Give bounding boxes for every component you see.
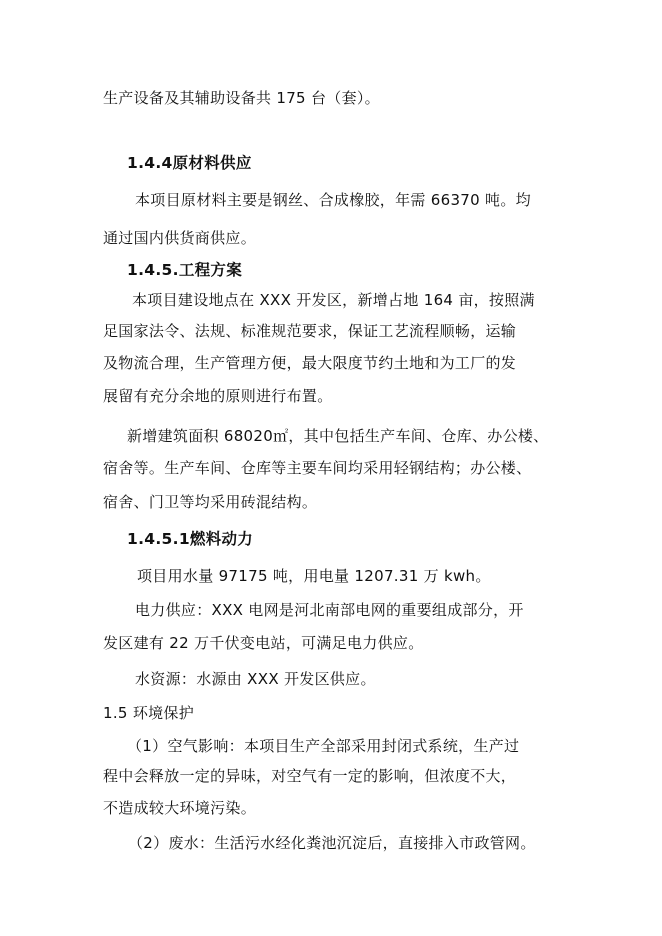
paragraph-line: 发区建有 22 万千伏变电站，可满足电力供应。 — [103, 634, 424, 652]
paragraph-line: 电力供应：XXX 电网是河北南部电网的重要组成部分，开 — [135, 601, 524, 619]
paragraph-line: 本项目原材料主要是钢丝、合成橡胶，年需 66370 吨。均 — [135, 191, 531, 209]
section-heading-1-5: 1.5 环境保护 — [103, 704, 195, 722]
paragraph-line: （1）空气影响：本项目生产全部采用封闭式系统，生产过 — [127, 737, 520, 755]
paragraph-line: 本项目建设地点在 XXX 开发区，新增占地 164 亩，按照满 — [132, 291, 535, 309]
paragraph-line: 足国家法令、法规、标准规范要求，保证工艺流程顺畅，运输 — [103, 322, 517, 340]
section-heading-1-4-5: 1.4.5.工程方案 — [127, 261, 243, 279]
paragraph-line: 项目用水量 97175 吨，用电量 1207.31 万 kwh。 — [137, 567, 491, 585]
paragraph-line: 宿舍等。生产车间、仓库等主要车间均采用轻钢结构；办公楼、 — [103, 459, 532, 477]
paragraph-line: 水资源：水源由 XXX 开发区供应。 — [135, 670, 376, 688]
paragraph-line: 新增建筑面积 68020㎡，其中包括生产车间、仓库、办公楼、 — [127, 427, 549, 445]
section-heading-1-4-4: 1.4.4原材料供应 — [127, 154, 252, 172]
paragraph-line: 宿舍、门卫等均采用砖混结构。 — [103, 493, 318, 511]
paragraph-line: 及物流合理，生产管理方便，最大限度节约土地和为工厂的发 — [103, 354, 517, 372]
paragraph-line: （2）废水：生活污水经化粪池沉淀后，直接排入市政管网。 — [128, 834, 536, 852]
paragraph-line: 展留有充分余地的原则进行布置。 — [103, 387, 333, 405]
paragraph-line: 程中会释放一定的异味，对空气有一定的影响，但浓度不大， — [103, 767, 517, 785]
paragraph-line: 通过国内供货商供应。 — [103, 229, 257, 247]
paragraph-line: 生产设备及其辅助设备共 175 台（套）。 — [103, 89, 380, 107]
section-heading-1-4-5-1: 1.4.5.1燃料动力 — [127, 530, 254, 548]
paragraph-line: 不造成较大环境污染。 — [103, 799, 257, 817]
